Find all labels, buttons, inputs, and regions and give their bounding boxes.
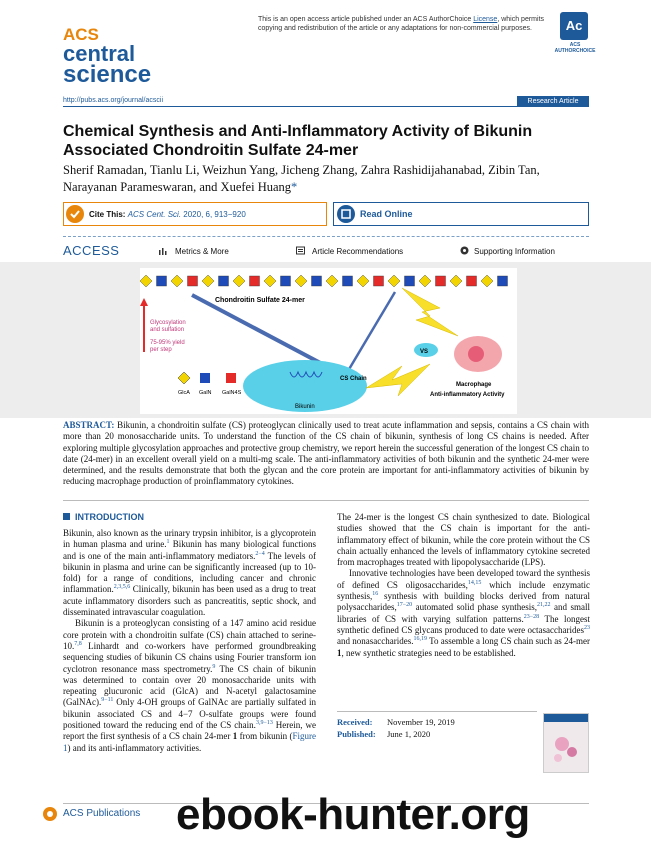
article-type-badge: Research Article [517, 96, 589, 107]
supporting-info-link[interactable]: Supporting Information [474, 247, 555, 256]
text: Bikunin, also known as the urinary trypsin inhibitor, is a glycoprotein in human plasma and urine. [63, 528, 316, 550]
citation-ref[interactable]: 1 [166, 539, 170, 546]
citation-ref[interactable]: 23−28 [523, 613, 540, 620]
glca-unit [357, 275, 369, 287]
published-date: June 1, 2020 [387, 729, 431, 739]
citation [89, 210, 246, 219]
cite-journal[interactable]: ACS Cent. Sci. [127, 210, 182, 219]
read-online-icon [337, 205, 355, 223]
paragraph [63, 528, 316, 618]
text: and nonasaccharides. [337, 636, 414, 647]
paragraph [337, 512, 590, 568]
cs-chain-label: CS Chain [340, 376, 367, 382]
supporting-info-icon [460, 246, 469, 255]
logo-line-science: science [63, 61, 152, 88]
text: , new synthetic strategies need to be established. [341, 647, 516, 658]
yield-label-1: 75-95% yield [150, 340, 185, 346]
vs-label: VS [420, 349, 429, 355]
header-divider [63, 106, 589, 107]
body-column-right [337, 512, 590, 659]
text: Linhardt and co-workers have performed groundbreaking sequencing studies of bikunin CS chains using Fourier transform ion cyclotron resonance mass spectrometry. [63, 640, 316, 674]
text: Bikunin is a proteoglycan consisting of a 147 amino acid residue core protein with a chondroitin sulfate (CS) chain attached to serine-10. [63, 618, 316, 651]
compound-number: 1 [232, 731, 238, 742]
recommendations-link[interactable]: Article Recommendations [312, 247, 404, 256]
chain-backbone-right [345, 292, 395, 376]
text: To assemble a long CS chain such as 24-mer [426, 636, 590, 647]
graphical-abstract-figure [140, 268, 517, 414]
authorchoice-badge-icon: Ac [560, 12, 588, 40]
galn-unit [157, 276, 167, 286]
text: automated solid phase synthesis, [412, 602, 537, 613]
text: Herein, we report the first synthesis of a CS chain 24-mer [63, 720, 316, 742]
watermark: ebook-hunter.org [176, 790, 530, 839]
legend-galn: GalN [199, 390, 212, 396]
figure-link[interactable]: Figure 1 [63, 731, 317, 753]
notice-text: This is an open access article published under an ACS AuthorChoice [258, 16, 474, 23]
glca-unit [202, 275, 214, 287]
galn-unit [219, 276, 229, 286]
notice-text-end: , which permits copying and redistribution of the article or any adaptations for non-commercial purposes. [258, 16, 545, 32]
glyco-label-2: and sulfation [150, 327, 185, 333]
glca-unit [481, 275, 493, 287]
open-access-notice [258, 15, 558, 33]
citation-ref[interactable]: 17−20 [396, 602, 413, 609]
glca-unit [171, 275, 183, 287]
metrics-icon [158, 246, 167, 255]
metrics-link[interactable]: Metrics & More [175, 247, 229, 256]
dates-divider [337, 711, 537, 712]
body-column-left [63, 528, 316, 754]
legend-galn4s-swatch [226, 373, 236, 383]
journal-cover-image[interactable] [543, 713, 589, 773]
acs-publications-icon [42, 806, 58, 822]
glca-unit [233, 275, 245, 287]
text: from bikunin ( [237, 731, 293, 742]
license-link[interactable]: License [473, 16, 498, 23]
cite-detail: 2020, 6, 913−920 [181, 210, 246, 219]
received-label: Received: [337, 717, 373, 727]
glca-unit [388, 275, 400, 287]
citation-ref[interactable]: 16 [372, 591, 379, 598]
text: Bikunin has many biological functions and is one of the main anti-inflammatory mediators. [63, 539, 317, 561]
legend-galn4s: GalN4S [222, 390, 242, 396]
galn4s-unit [188, 276, 198, 286]
legend-glca-swatch [178, 372, 190, 384]
glyco-label-1: Glycosylation [150, 320, 186, 326]
access-label: ACCESS [63, 243, 120, 258]
citation-ref[interactable]: 21,22 [536, 602, 551, 609]
text: Innovative technologies have been developed toward the synthesis of defined CS oligosaccharides, [337, 568, 590, 590]
text: Clinically, bikunin has been used as a drug to treat acute inflammatory disorders such as pancreatitis, septic shock, and disseminated intravascular coagulation. [63, 584, 316, 618]
logo-line-acs: ACS [63, 25, 99, 44]
journal-logo [63, 26, 173, 86]
glca-unit [140, 275, 152, 287]
text: and small libraries of CS with varying sulfation patterns. [337, 602, 590, 624]
citation-ref[interactable]: 9−11 [101, 697, 114, 704]
access-divider [63, 236, 589, 238]
authors-text: Sherif Ramadan, Tianlu Li, Weizhun Yang, Jicheng Zhang, Zahra Rashidijahanabad, Zibin Tan, Narayanan Parameswaran, and Xuefei Huang [63, 163, 540, 194]
abstract [63, 420, 589, 488]
macrophage-nucleus [468, 346, 484, 362]
received-row [337, 716, 455, 728]
glca-unit [326, 275, 338, 287]
abstract-label: ABSTRACT: [63, 420, 115, 430]
logo-line-central: central [63, 41, 136, 66]
legend-galn-swatch [200, 373, 210, 383]
citation-ref[interactable]: 9 [212, 663, 216, 670]
introduction-heading: INTRODUCTION [75, 512, 144, 522]
galn4s-unit [467, 276, 477, 286]
citation-ref[interactable]: 7,8 [74, 640, 82, 647]
citation-ref[interactable]: 16,19 [413, 636, 427, 643]
compound-number: 1 [337, 647, 342, 658]
cite-label: Cite This: [89, 210, 126, 219]
abstract-text: Bikunin, a chondroitin sulfate (CS) proteoglycan clinically used to treat acute inflammation and sepsis, contains a CS chain with more than 20 monosaccharide units. To understand the function of the CS chain of bikunin, synthesis of long CS chains is needed. After exploring multiple glycosylation approaches and protective group chemistry, we report herein the successful generation of the longest CS chain to date (24-mer) in an excellent overall yield on a multi-mg scale. The anti-inflammatory activities of both bikunin and the synthetic 24-mer were determined, and the results demonstrate that both the glycan and the core protein are important for anti-inflammatory activities of bikunin by reducing macrophage production of proinflammatory cytokines. [63, 420, 589, 487]
galn4s-unit [250, 276, 260, 286]
publication-dates [337, 716, 455, 740]
acs-publications-logo[interactable]: ACS Publications [63, 808, 141, 819]
lightning-bolt-bottom-icon [366, 364, 430, 396]
text: The levels of bikunin in plasma and urine can be significantly increased (up to 10-fold) for a range of conditions, including cancer and chronic inflammation. [63, 550, 316, 595]
cite-icon [66, 205, 84, 223]
galn-unit [405, 276, 415, 286]
galn-unit [343, 276, 353, 286]
corresponding-author-mark[interactable]: * [291, 180, 298, 194]
arrow-head [140, 298, 148, 306]
received-date: November 19, 2019 [387, 717, 455, 727]
abstract-divider [63, 500, 589, 501]
recommendations-icon [296, 246, 305, 255]
text: Only 4-OH groups of GalNAc are partially sulfated in bikunin associated CS and 4−7 O-sulfate groups were found positioned toward the reducing end of the CS chain. [63, 697, 316, 731]
galn4s-unit [436, 276, 446, 286]
activity-label: Anti-inflammatory Activity [430, 392, 505, 398]
galn-unit [281, 276, 291, 286]
journal-url[interactable]: http://pubs.acs.org/journal/acscii [63, 97, 163, 104]
lightning-bolt-top-icon [402, 288, 458, 336]
chain-title: Chondroitin Sulfate 24-mer [215, 297, 305, 304]
authorchoice-caption: ACS AUTHORCHOICE [554, 42, 596, 54]
published-label: Published: [337, 729, 376, 739]
graphical-abstract [140, 268, 517, 414]
paragraph [63, 618, 316, 754]
text: synthesis with building blocks derived from natural polysaccharides, [337, 591, 590, 613]
glca-unit [295, 275, 307, 287]
article-title: Chemical Synthesis and Anti-Inflammatory Activity of Bikunin Associated Chondroitin Sulfate 24-mer [63, 123, 533, 159]
glca-unit [264, 275, 276, 287]
citation-ref[interactable]: 2−4 [255, 550, 265, 557]
galn-unit [312, 276, 322, 286]
text: which include enzymatic synthesis, [337, 579, 590, 602]
text: The longest synthetic defined CS glycans produced to date were octasaccharides [337, 613, 590, 635]
yield-label-2: per step [150, 347, 172, 353]
text: The 24-mer is the longest CS chain synthesized to date. Biological studies showed that the CS chain is important for the anti-inflammatory effect of bikunin, while the core protein without the CS chain actually enhanced the levels of inflammatory cytokine secreted from macrophages treated with lipopolysaccharide (LPS). [337, 512, 590, 568]
section-marker [63, 513, 70, 520]
published-row [337, 728, 455, 740]
glca-unit [419, 275, 431, 287]
text: ) and its anti-inflammatory activities. [67, 742, 202, 753]
citation-ref[interactable]: 23 [584, 624, 590, 631]
citation-ref[interactable]: 3,9−13 [255, 720, 273, 727]
citation-ref[interactable]: 2,3,5,6 [113, 584, 131, 591]
macrophage-label: Macrophage [456, 382, 492, 388]
text: The CS chain of bikunin was determined to contain over 20 monosaccharide units with repeating glucuronic acid (GlcA) and N-acetyl galactosamine (GalNAc). [63, 663, 316, 708]
monosaccharide-chain [140, 275, 508, 287]
legend-glca: GlcA [178, 390, 190, 396]
paragraph [337, 568, 590, 658]
citation-ref[interactable]: 14,15 [467, 579, 482, 586]
galn4s-unit [374, 276, 384, 286]
glca-unit [450, 275, 462, 287]
galn-unit [498, 276, 508, 286]
bikunin-label: Bikunin [295, 404, 315, 410]
read-online-label[interactable]: Read Online [360, 209, 413, 219]
author-list [63, 162, 583, 196]
